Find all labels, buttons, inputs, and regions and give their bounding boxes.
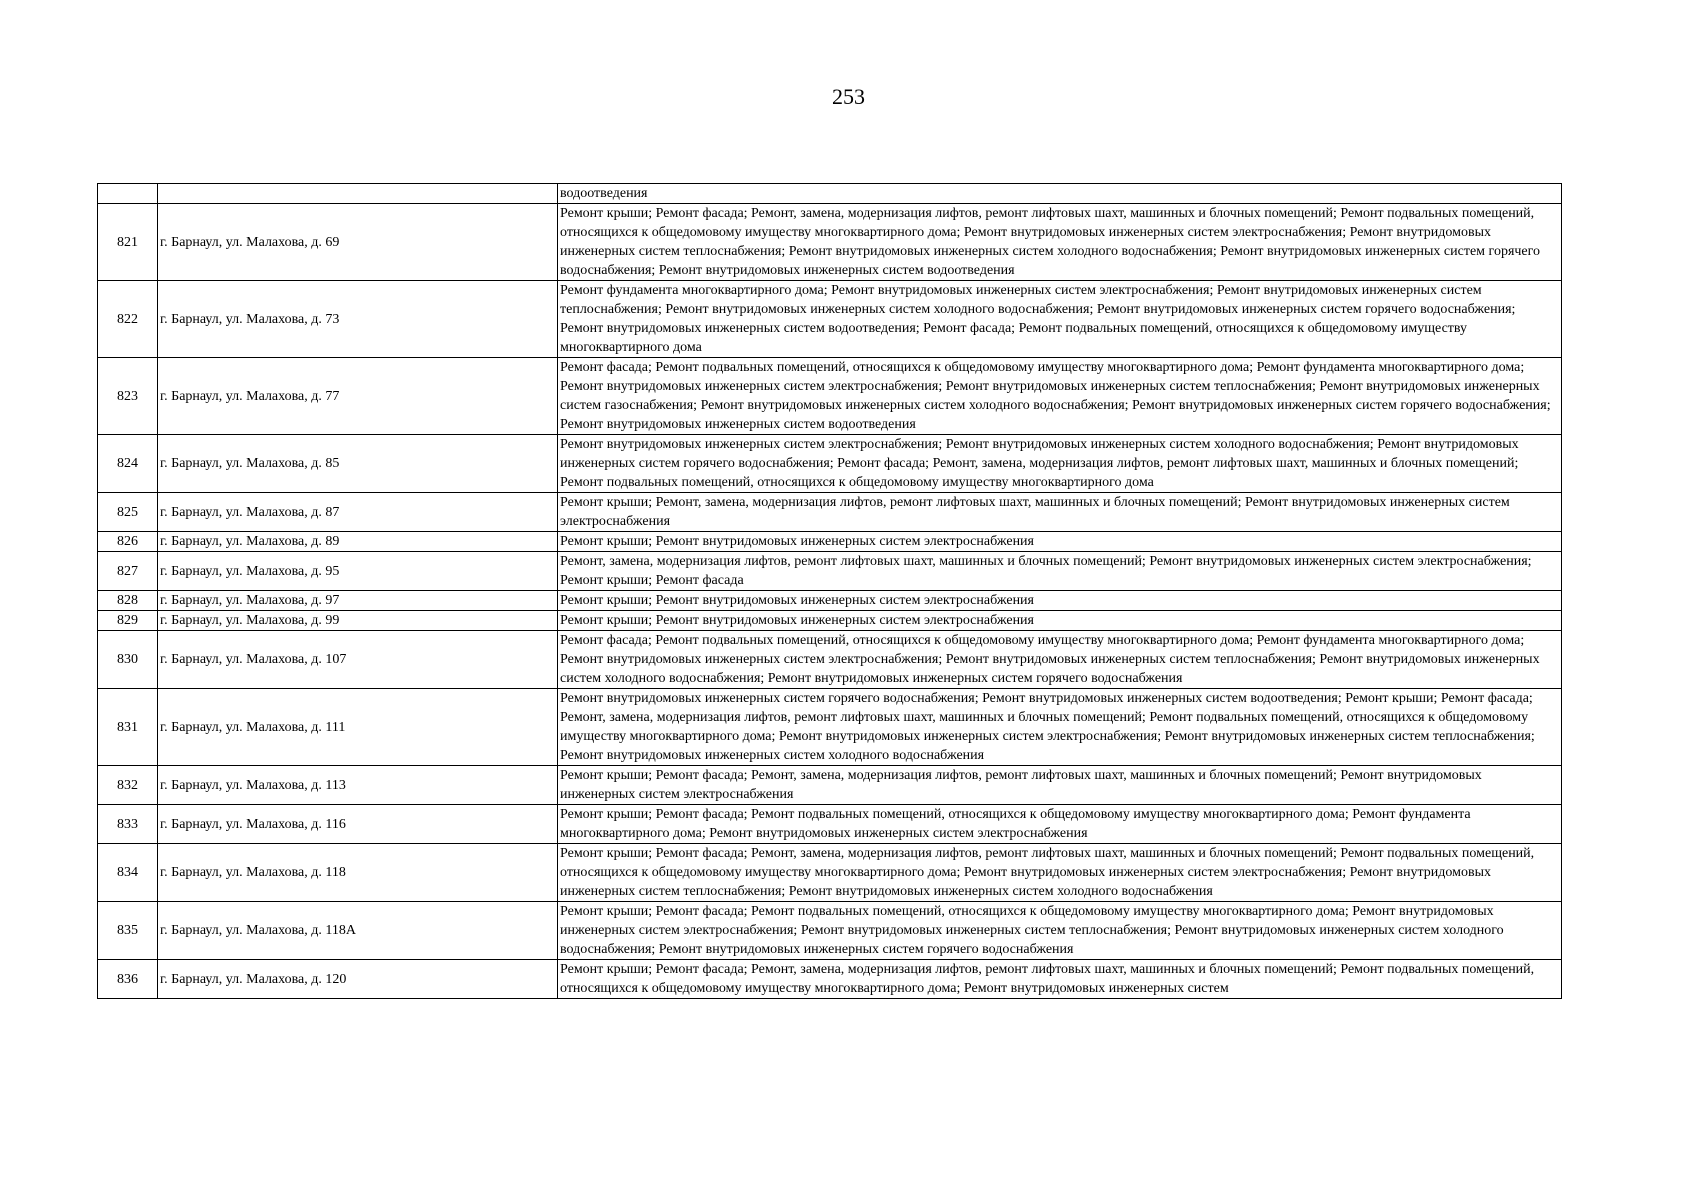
row-address: г. Барнаул, ул. Малахова, д. 113 [158,766,558,805]
row-works: Ремонт крыши; Ремонт фасада; Ремонт, замена, модернизация лифтов, ремонт лифтовых шахт, машинных и блочных помещений; Ремонт внутридомовых инженерных систем электроснабжения [558,766,1562,805]
row-address: г. Барнаул, ул. Малахова, д. 97 [158,591,558,611]
repair-registry-table [97,183,1562,999]
row-works: Ремонт фасада; Ремонт подвальных помещений, относящихся к общедомовому имуществу многоквартирного дома; Ремонт фундамента многоквартирного дома; Ремонт внутридомовых инженерных систем электроснабжения; Ремонт внутридомовых инженерных систем теплоснабжения; Ремонт внутридомовых инженерных систем газоснабжения; Ремонт внутридомовых инженерных систем холодного водоснабжения; Ремонт внутридомовых инженерных систем горячего водоснабжения; Ремонт внутридомовых инженерных систем водоотведения [558,358,1562,435]
row-works: Ремонт внутридомовых инженерных систем электроснабжения; Ремонт внутридомовых инженерных систем холодного водоснабжения; Ремонт внутридомовых инженерных систем горячего водоснабжения; Ремонт фасада; Ремонт, замена, модернизация лифтов, ремонт лифтовых шахт, машинных и блочных помещений; Ремонт подвальных помещений, относящихся к общедомовому имуществу многоквартирного дома [558,435,1562,493]
row-address: г. Барнаул, ул. Малахова, д. 77 [158,358,558,435]
row-works: Ремонт фундамента многоквартирного дома; Ремонт внутридомовых инженерных систем электроснабжения; Ремонт внутридомовых инженерных систем теплоснабжения; Ремонт внутридомовых инженерных систем холодного водоснабжения; Ремонт внутридомовых инженерных систем горячего водоснабжения; Ремонт внутридомовых инженерных систем водоотведения; Ремонт фасада; Ремонт подвальных помещений, относящихся к общедомовому имуществу многоквартирного дома [558,281,1562,358]
row-works: Ремонт крыши; Ремонт фасада; Ремонт, замена, модернизация лифтов, ремонт лифтовых шахт, машинных и блочных помещений; Ремонт подвальных помещений, относящихся к общедомовому имуществу многоквартирного дома; Ремонт внутридомовых инженерных систем [558,960,1562,999]
row-works: Ремонт внутридомовых инженерных систем горячего водоснабжения; Ремонт внутридомовых инженерных систем водоотведения; Ремонт крыши; Ремонт фасада; Ремонт, замена, модернизация лифтов, ремонт лифтовых шахт, машинных и блочных помещений; Ремонт подвальных помещений, относящихся к общедомовому имуществу многоквартирного дома; Ремонт внутридомовых инженерных систем электроснабжения; Ремонт внутридомовых инженерных систем теплоснабжения; Ремонт внутридомовых инженерных систем холодного водоснабжения [558,689,1562,766]
table-row [98,358,1562,435]
table-row [98,532,1562,552]
table-row [98,435,1562,493]
row-number: 827 [98,552,158,591]
table-row [98,204,1562,281]
row-works: Ремонт крыши; Ремонт внутридомовых инженерных систем электроснабжения [558,591,1562,611]
row-works: Ремонт фасада; Ремонт подвальных помещений, относящихся к общедомовому имуществу многоквартирного дома; Ремонт фундамента многоквартирного дома; Ремонт внутридомовых инженерных систем электроснабжения; Ремонт внутридомовых инженерных систем теплоснабжения; Ремонт внутридомовых инженерных систем холодного водоснабжения; Ремонт внутридомовых инженерных систем горячего водоснабжения [558,631,1562,689]
row-works: Ремонт крыши; Ремонт фасада; Ремонт подвальных помещений, относящихся к общедомовому имуществу многоквартирного дома; Ремонт фундамента многоквартирного дома; Ремонт внутридомовых инженерных систем электроснабжения [558,805,1562,844]
row-address: г. Барнаул, ул. Малахова, д. 73 [158,281,558,358]
row-address: г. Барнаул, ул. Малахова, д. 87 [158,493,558,532]
table-row [98,844,1562,902]
row-works: водоотведения [558,184,1562,204]
row-number: 824 [98,435,158,493]
row-address: г. Барнаул, ул. Малахова, д. 120 [158,960,558,999]
row-works: Ремонт крыши; Ремонт фасада; Ремонт подвальных помещений, относящихся к общедомовому имуществу многоквартирного дома; Ремонт внутридомовых инженерных систем электроснабжения; Ремонт внутридомовых инженерных систем теплоснабжения; Ремонт внутридомовых инженерных систем холодного водоснабжения; Ремонт внутридомовых инженерных систем горячего водоснабжения [558,902,1562,960]
table-row [98,631,1562,689]
row-works: Ремонт крыши; Ремонт, замена, модернизация лифтов, ремонт лифтовых шахт, машинных и блочных помещений; Ремонт внутридомовых инженерных систем электроснабжения [558,493,1562,532]
row-works: Ремонт крыши; Ремонт фасада; Ремонт, замена, модернизация лифтов, ремонт лифтовых шахт, машинных и блочных помещений; Ремонт подвальных помещений, относящихся к общедомовому имуществу многоквартирного дома; Ремонт внутридомовых инженерных систем электроснабжения; Ремонт внутридомовых инженерных систем теплоснабжения; Ремонт внутридомовых инженерных систем холодного водоснабжения; Ремонт внутридомовых инженерных систем горячего водоснабжения; Ремонт внутридомовых инженерных систем водоотведения [558,204,1562,281]
table-body [98,184,1562,999]
row-number: 825 [98,493,158,532]
row-number: 821 [98,204,158,281]
row-number: 823 [98,358,158,435]
row-number: 828 [98,591,158,611]
table-row [98,902,1562,960]
row-works: Ремонт крыши; Ремонт внутридомовых инженерных систем электроснабжения [558,611,1562,631]
row-address: г. Барнаул, ул. Малахова, д. 118 [158,844,558,902]
row-address: г. Барнаул, ул. Малахова, д. 95 [158,552,558,591]
page-number: 253 [832,84,865,109]
row-number: 822 [98,281,158,358]
row-address: г. Барнаул, ул. Малахова, д. 116 [158,805,558,844]
row-number: 826 [98,532,158,552]
table-row [98,552,1562,591]
table-row [98,184,1562,204]
row-address: г. Барнаул, ул. Малахова, д. 85 [158,435,558,493]
row-number: 833 [98,805,158,844]
row-works: Ремонт, замена, модернизация лифтов, ремонт лифтовых шахт, машинных и блочных помещений; Ремонт внутридомовых инженерных систем электроснабжения; Ремонт крыши; Ремонт фасада [558,552,1562,591]
row-number: 835 [98,902,158,960]
row-address: г. Барнаул, ул. Малахова, д. 107 [158,631,558,689]
table-row [98,960,1562,999]
table-row [98,281,1562,358]
row-address: г. Барнаул, ул. Малахова, д. 111 [158,689,558,766]
row-address: г. Барнаул, ул. Малахова, д. 118А [158,902,558,960]
table-row [98,493,1562,532]
row-number: 831 [98,689,158,766]
row-number: 832 [98,766,158,805]
row-number: 829 [98,611,158,631]
row-address: г. Барнаул, ул. Малахова, д. 89 [158,532,558,552]
row-address [158,184,558,204]
table-row [98,689,1562,766]
row-number: 834 [98,844,158,902]
row-number: 830 [98,631,158,689]
row-works: Ремонт крыши; Ремонт внутридомовых инженерных систем электроснабжения [558,532,1562,552]
row-number: 836 [98,960,158,999]
table-row [98,805,1562,844]
row-address: г. Барнаул, ул. Малахова, д. 69 [158,204,558,281]
row-works: Ремонт крыши; Ремонт фасада; Ремонт, замена, модернизация лифтов, ремонт лифтовых шахт, машинных и блочных помещений; Ремонт подвальных помещений, относящихся к общедомовому имуществу многоквартирного дома; Ремонт внутридомовых инженерных систем электроснабжения; Ремонт внутридомовых инженерных систем теплоснабжения; Ремонт внутридомовых инженерных систем холодного водоснабжения [558,844,1562,902]
table-row [98,766,1562,805]
row-number [98,184,158,204]
row-address: г. Барнаул, ул. Малахова, д. 99 [158,611,558,631]
table-row [98,591,1562,611]
table-row [98,611,1562,631]
